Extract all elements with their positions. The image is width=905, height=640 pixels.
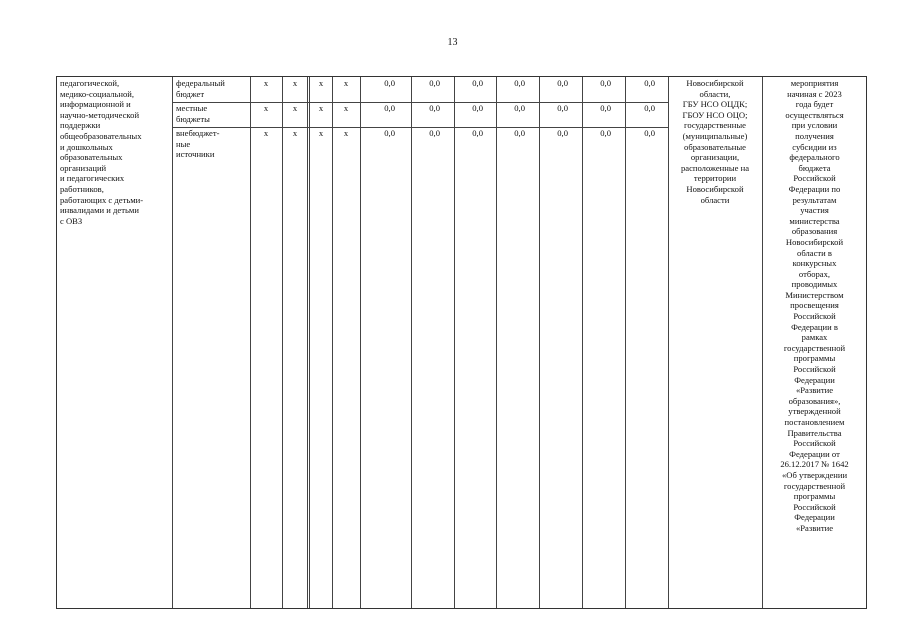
value-cell: 0,0 xyxy=(557,128,568,138)
value-cell: 0,0 xyxy=(472,78,483,88)
mark-cell: x xyxy=(263,103,269,113)
mark-cell: x xyxy=(292,128,298,138)
mark-cell: x xyxy=(343,103,349,113)
value-cell: 0,0 xyxy=(472,103,483,113)
mark-cell: x xyxy=(263,128,269,138)
note-text: мероприятия начиная с 2023 года будет осуществляться при условии получения субсидии из федерального бюджета Российской Федерации по результатам участия министерства образования Новосибирской области в конкурсных отборах, проводимых Министерством просвещения Российской Федерации в рамках государственной программы Российской Федерации «Развитие образования», утвержденной постановлением Правительства Российской Федерации от 26.12.2017 № 1642 «Об утверждении государственной программы Российской Федерации «Развитие xyxy=(780,78,849,533)
value-cell: 0,0 xyxy=(644,78,655,88)
col-divider xyxy=(282,77,283,608)
mark-cell: x xyxy=(292,78,298,88)
value-cell: 0,0 xyxy=(429,78,440,88)
value-cell: 0,0 xyxy=(384,128,395,138)
col-divider xyxy=(625,77,626,608)
activity-description: педагогической, медико-социальной, информационной и научно-методической поддержки общеобразовательных и дошкольных образовательных организаций и педагогических работников, работающих с детьми- инвалидами и детьми с ОВЗ xyxy=(60,78,144,226)
value-cell: 0,0 xyxy=(514,103,525,113)
value-cell: 0,0 xyxy=(384,78,395,88)
mark-cell: x xyxy=(318,128,324,138)
funding-source: федеральный бюджет xyxy=(176,78,225,99)
executor-text: Новосибирской области, ГБУ НСО ОЦДК; ГБОУ НСО ОЦО; государственные (муниципальные) образовательные организации, расположенные на территории Новосибирской области xyxy=(680,78,750,205)
value-cell: 0,0 xyxy=(429,103,440,113)
funding-source: внебюджет- ные источники xyxy=(176,128,220,160)
value-cell: 0,0 xyxy=(557,78,568,88)
col-divider xyxy=(332,77,333,608)
col-divider xyxy=(172,77,173,608)
funding-source: местные бюджеты xyxy=(176,103,210,124)
value-cell: 0,0 xyxy=(600,103,611,113)
mark-cell: x xyxy=(318,78,324,88)
col-divider xyxy=(411,77,412,608)
value-cell: 0,0 xyxy=(429,128,440,138)
value-cell: 0,0 xyxy=(600,128,611,138)
mark-cell: x xyxy=(343,78,349,88)
mark-cell: x xyxy=(318,103,324,113)
col-divider xyxy=(454,77,455,608)
col-divider xyxy=(250,77,251,608)
col-divider xyxy=(309,77,310,608)
value-cell: 0,0 xyxy=(384,103,395,113)
mark-cell: x xyxy=(263,78,269,88)
page-number: 13 xyxy=(447,37,458,48)
value-cell: 0,0 xyxy=(514,128,525,138)
budget-table xyxy=(56,76,867,609)
col-divider xyxy=(539,77,540,608)
mark-cell: x xyxy=(292,103,298,113)
mark-cell: x xyxy=(343,128,349,138)
value-cell: 0,0 xyxy=(514,78,525,88)
col-divider xyxy=(360,77,361,608)
value-cell: 0,0 xyxy=(644,103,655,113)
value-cell: 0,0 xyxy=(557,103,568,113)
col-divider xyxy=(582,77,583,608)
value-cell: 0,0 xyxy=(600,78,611,88)
col-divider xyxy=(496,77,497,608)
col-divider xyxy=(307,77,308,608)
value-cell: 0,0 xyxy=(644,128,655,138)
value-cell: 0,0 xyxy=(472,128,483,138)
